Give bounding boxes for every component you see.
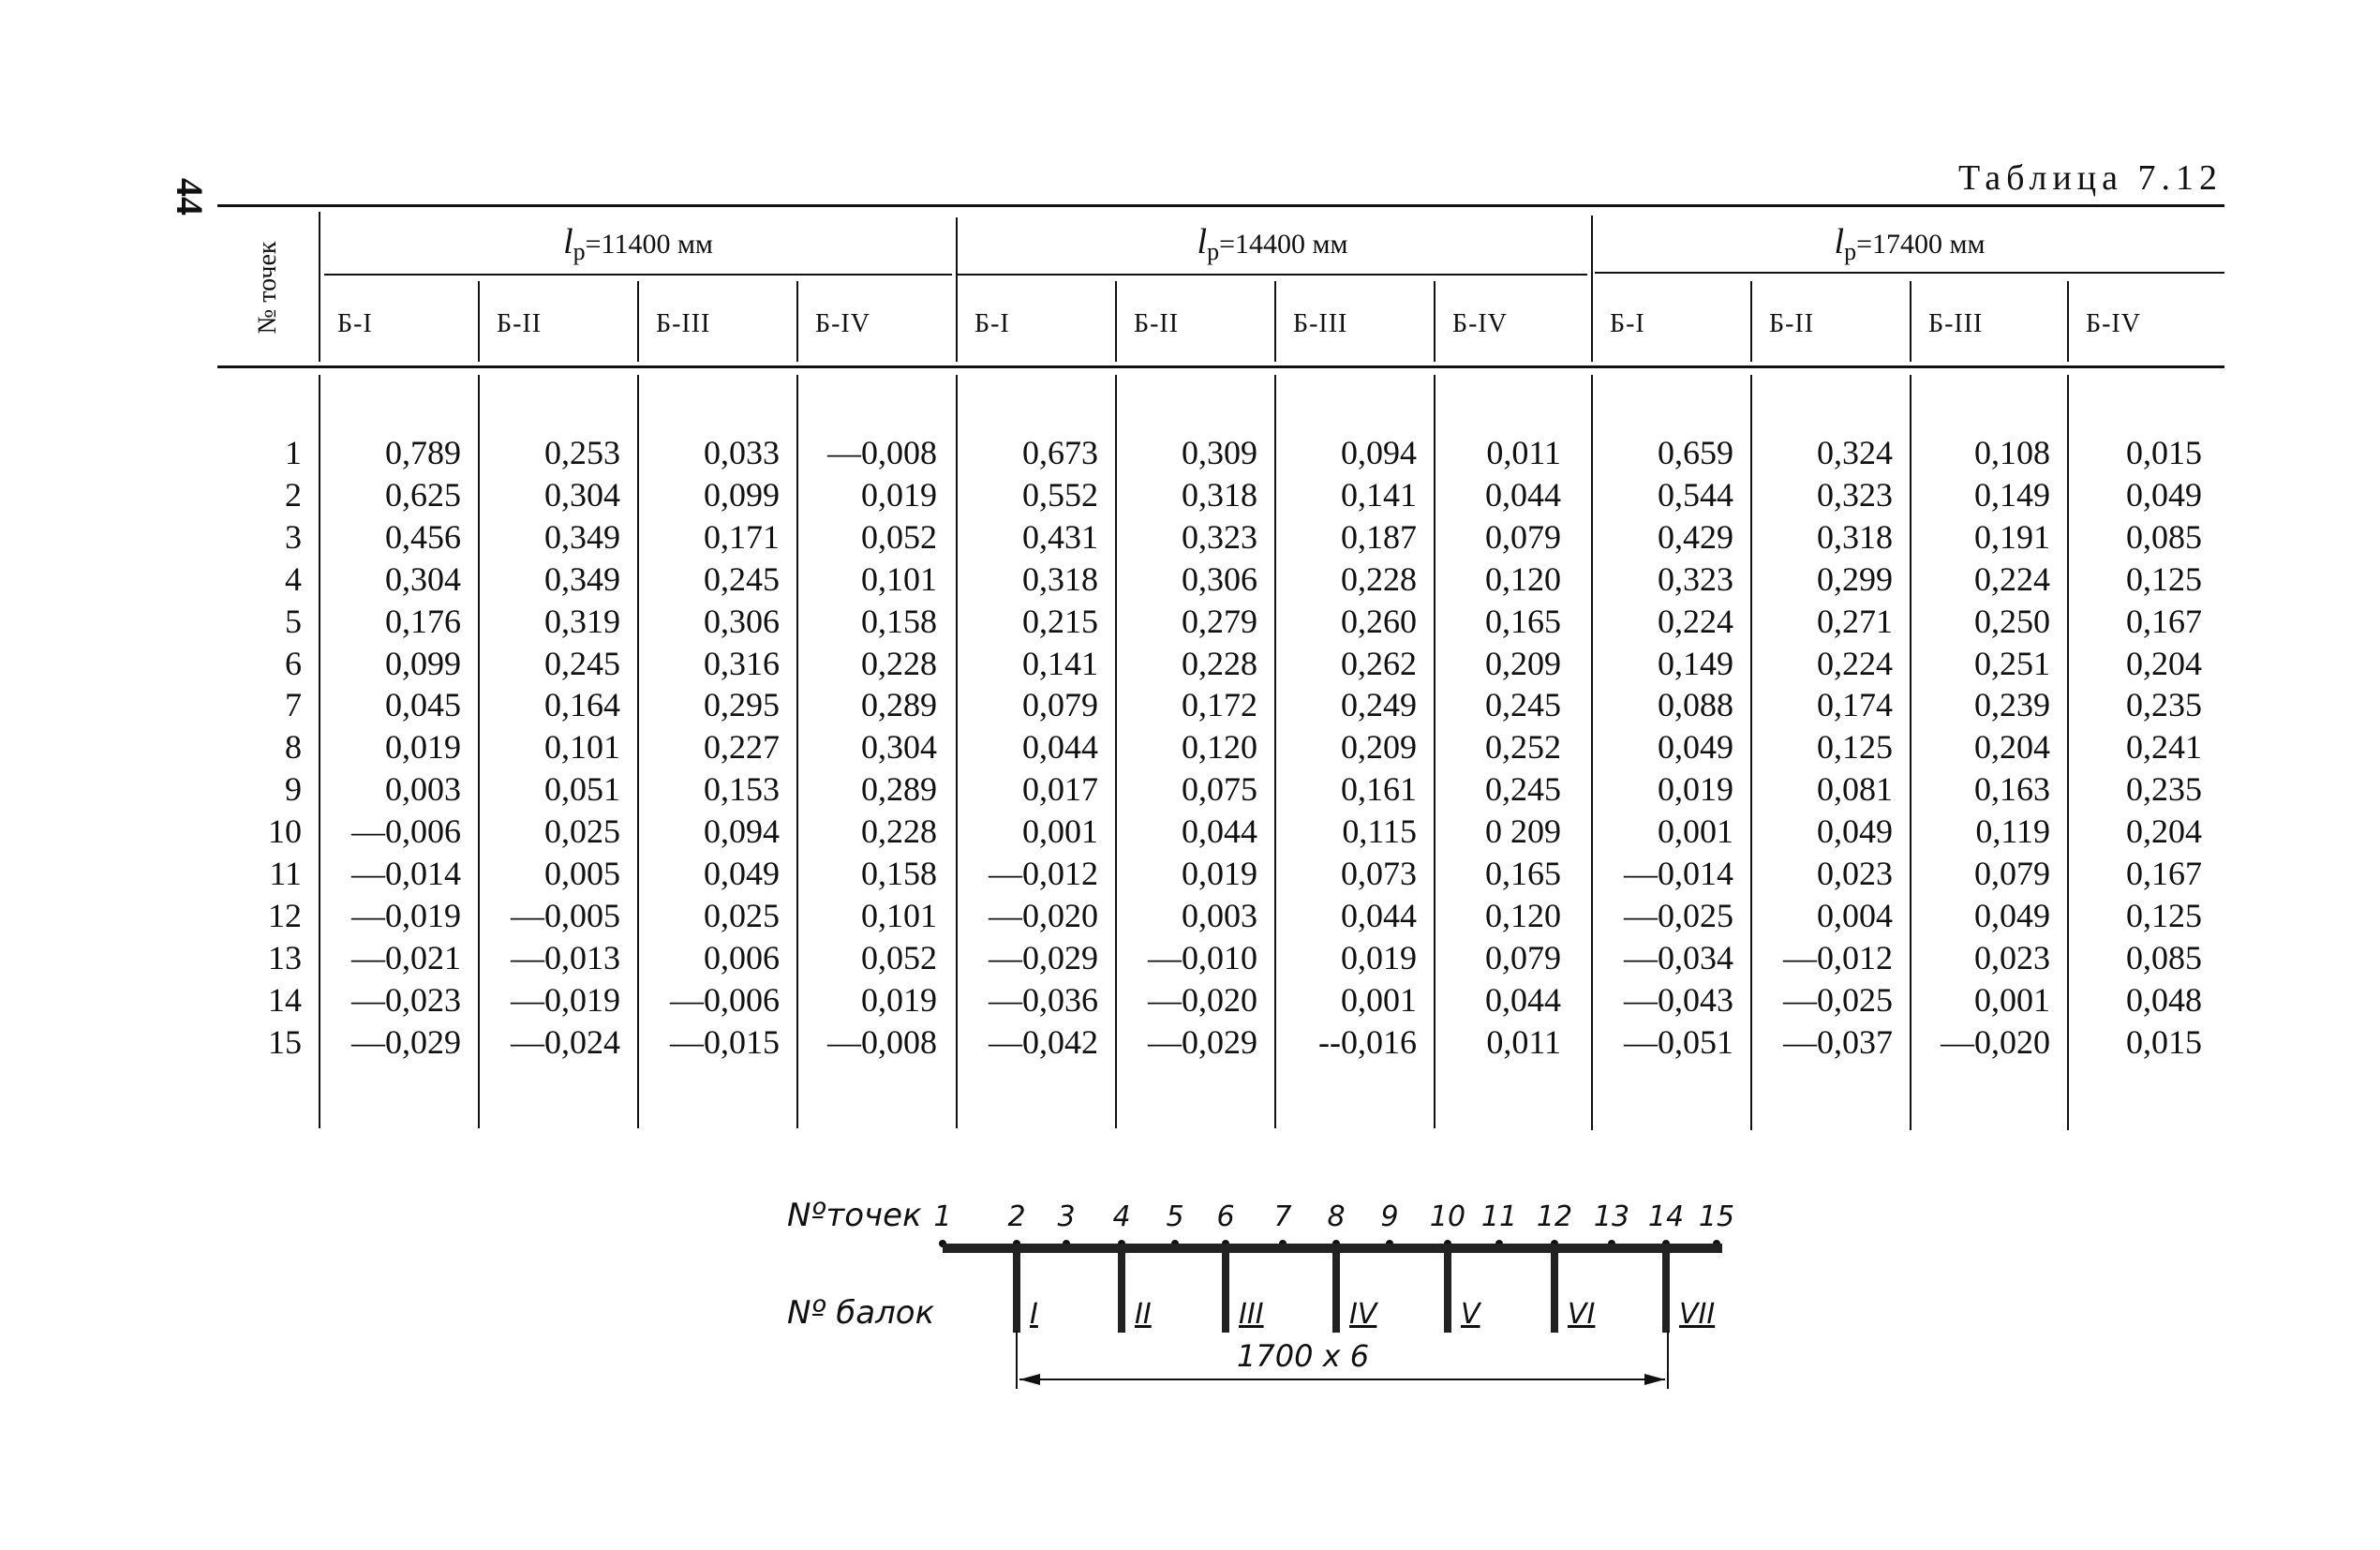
table-cell: 0,019: [861, 981, 937, 1019]
group-underline-3: [1595, 272, 2224, 274]
row-number: 12: [268, 897, 302, 934]
column-header: Б-III: [656, 309, 711, 338]
table-cell: —0,013: [511, 939, 620, 976]
table-cell: —0,034: [1624, 939, 1733, 976]
table-cell: 0,228: [1341, 560, 1417, 598]
table-cell: 0,295: [704, 686, 780, 723]
table-cell: 0,323: [1817, 476, 1893, 514]
table-cell: 0,304: [385, 560, 461, 598]
table-cell: 0,245: [1485, 686, 1561, 723]
table-cell: 0,789: [385, 434, 461, 471]
point-number: 13: [1593, 1200, 1630, 1233]
table-cell: 0,251: [1974, 645, 2050, 682]
table-cell: 0,005: [544, 855, 620, 892]
table-cell: —0,008: [827, 434, 937, 471]
table-cell: 0,625: [385, 476, 461, 514]
lp-symbol: l: [1197, 222, 1208, 261]
group-heading-1: [324, 221, 952, 268]
column-header: Б-II: [1134, 309, 1180, 338]
point-number: 12: [1536, 1200, 1573, 1233]
table-cell: —0,015: [670, 1023, 780, 1061]
table-cell: 0,228: [1182, 645, 1257, 682]
table-cell: 0,228: [861, 645, 937, 682]
table-cell: 0,120: [1485, 560, 1561, 598]
lp-subscript: р: [1207, 238, 1220, 265]
point-number: 2: [1007, 1200, 1026, 1233]
table-cell: 0,429: [1658, 518, 1733, 556]
beam-label: IV: [1349, 1298, 1377, 1331]
dimension-label: 1700 x 6: [1237, 1338, 1370, 1374]
row-number: 4: [285, 560, 302, 598]
point-number: 7: [1273, 1200, 1292, 1233]
table-cell: 0,085: [2126, 939, 2202, 976]
lp-value: =11400 мм: [585, 229, 713, 260]
row-number: 7: [285, 686, 302, 723]
table-cell: 0,094: [1341, 434, 1417, 471]
table-cell: 0,001: [1341, 981, 1417, 1019]
table-cell: 0,289: [861, 686, 937, 723]
table-cell: 0,174: [1817, 686, 1893, 723]
beam-label: I: [1030, 1298, 1038, 1331]
table-cell: 0,245: [1485, 770, 1561, 808]
table-cell: 0,323: [1658, 560, 1733, 598]
table-cell: —0,029: [989, 939, 1098, 976]
header-divider: [1750, 281, 1752, 362]
table-cell: 0,049: [704, 855, 780, 892]
table-cell: 0,125: [1817, 728, 1893, 766]
table-cell: —0,021: [351, 939, 461, 976]
table-cell: —0,019: [511, 981, 620, 1019]
header-divider: [1591, 216, 1593, 362]
point-number: 14: [1647, 1200, 1685, 1233]
table-cell: 0,165: [1485, 855, 1561, 892]
table-cell: 0,224: [1817, 645, 1893, 682]
beam-web: [1118, 1248, 1125, 1333]
beam-label: II: [1135, 1298, 1152, 1331]
point-number: 10: [1429, 1200, 1466, 1233]
table-cell: 0,079: [1485, 518, 1561, 556]
column-header: Б-IV: [2086, 309, 2141, 338]
table-cell: —0,008: [827, 1023, 937, 1061]
table-cell: 0,125: [2126, 897, 2202, 934]
table-cell: —0,014: [351, 855, 461, 892]
lp-value: =14400 мм: [1219, 229, 1348, 260]
row-number: 14: [268, 981, 302, 1019]
table-cell: 0,004: [1817, 897, 1893, 934]
row-number: 15: [268, 1023, 302, 1061]
table-cell: 0,544: [1658, 476, 1733, 514]
table-cell: 0,659: [1658, 434, 1733, 471]
table-cell: 0,115: [1342, 812, 1417, 850]
table-cell: 0,048: [2126, 981, 2202, 1019]
table-cell: 0,245: [544, 645, 620, 682]
header-divider: [796, 281, 798, 362]
table-cell: —0,019: [351, 897, 461, 934]
table-cell: 0,167: [2126, 855, 2202, 892]
table-cell: 0,323: [1182, 518, 1257, 556]
table-cell: 0,049: [2126, 476, 2202, 514]
table-cell: 0,191: [1974, 518, 2050, 556]
table-cell: 0,349: [544, 518, 620, 556]
table-cell: 0,316: [704, 645, 780, 682]
table-cell: 0,025: [544, 812, 620, 850]
header-divider: [1910, 281, 1911, 362]
lp-symbol: l: [563, 222, 573, 261]
table-cell: —0,051: [1624, 1023, 1733, 1061]
table-cell: —0,020: [1941, 1023, 2050, 1061]
table-cell: 0,073: [1341, 855, 1417, 892]
table-cell: 0,019: [1182, 855, 1257, 892]
dimension-arrow-left: [1019, 1374, 1040, 1385]
table-cell: 0,019: [1658, 770, 1733, 808]
table-cell: —0,020: [1148, 981, 1257, 1019]
table-cell: —0,005: [511, 897, 620, 934]
table-cell: —0,043: [1624, 981, 1733, 1019]
group-underline-1: [324, 274, 952, 276]
table-cell: 0,079: [1974, 855, 2050, 892]
beam-scheme-diagram: [768, 1190, 1799, 1415]
point-number: 15: [1698, 1200, 1735, 1233]
column-header: Б-I: [974, 309, 1010, 338]
table-cell: 0,349: [544, 560, 620, 598]
table-cell: —0,025: [1783, 981, 1893, 1019]
lp-subscript: р: [1844, 238, 1857, 265]
table-cell: 0,045: [385, 686, 461, 723]
table-cell: 0,101: [861, 560, 937, 598]
table-cell: 0,088: [1658, 686, 1733, 723]
table-cell: 0,163: [1974, 770, 2050, 808]
table-cell: 0,158: [861, 603, 937, 640]
table-cell: 0,099: [704, 476, 780, 514]
table-cell: —0,029: [351, 1023, 461, 1061]
table-cell: 0,164: [544, 686, 620, 723]
table-cell: 0,081: [1817, 770, 1893, 808]
table-cell: 0,324: [1817, 434, 1893, 471]
table-cell: —0,020: [989, 897, 1098, 934]
table-cell: 0,209: [1341, 728, 1417, 766]
table-cell: 0,239: [1974, 686, 2050, 723]
table-cell: 0,003: [385, 770, 461, 808]
table-cell: --0,016: [1318, 1023, 1417, 1061]
table-cell: —0,042: [989, 1023, 1098, 1061]
table-cell: 0,176: [385, 603, 461, 640]
table-cell: 0,158: [861, 855, 937, 892]
table-cell: —0,006: [351, 812, 461, 850]
row-number: 5: [285, 603, 302, 640]
table-cell: 0,304: [861, 728, 937, 766]
beam-label: VI: [1568, 1298, 1596, 1331]
table-cell: 0,299: [1817, 560, 1893, 598]
table-cell: 0,044: [1485, 981, 1561, 1019]
row-number: 3: [285, 518, 302, 556]
table-cell: 0,552: [1022, 476, 1098, 514]
table-cell: 0,003: [1182, 897, 1257, 934]
row-header-label: № точек: [253, 241, 282, 335]
row-header-cell: [217, 220, 322, 370]
column-header: Б-I: [1610, 309, 1645, 338]
table-cell: 0,161: [1341, 770, 1417, 808]
table-cell: 0 209: [1485, 812, 1561, 850]
table-cell: 0,015: [2126, 1023, 2202, 1061]
table-cell: —0,010: [1148, 939, 1257, 976]
table-cell: 0,228: [861, 812, 937, 850]
table-cell: 0,011: [1486, 1023, 1561, 1061]
table-cell: 0,235: [2126, 770, 2202, 808]
table-cell: 0,049: [1817, 812, 1893, 850]
table-cell: 0,023: [1817, 855, 1893, 892]
table-cell: 0,044: [1485, 476, 1561, 514]
table-cell: 0,306: [1182, 560, 1257, 598]
table-cell: 0,224: [1658, 603, 1733, 640]
table-cell: 0,119: [1975, 812, 2050, 850]
table-cell: 0,153: [704, 770, 780, 808]
table-cell: 0,167: [2126, 603, 2202, 640]
table-cell: 0,075: [1182, 770, 1257, 808]
table-cell: 0,079: [1022, 686, 1098, 723]
table-cell: 0,260: [1341, 603, 1417, 640]
beams-label: Nº балок: [787, 1294, 935, 1332]
row-number: 11: [269, 855, 302, 892]
beam-web: [1444, 1248, 1451, 1333]
table-cell: 0,318: [1022, 560, 1098, 598]
column-header: Б-III: [1928, 309, 1984, 338]
table-cell: 0,318: [1182, 476, 1257, 514]
group-heading-3: [1595, 221, 2224, 268]
table-cell: 0,262: [1341, 645, 1417, 682]
row-number: 10: [268, 812, 302, 850]
table-cell: 0,141: [1341, 476, 1417, 514]
table-cell: 0,033: [704, 434, 780, 471]
table-header-rule: [217, 365, 2224, 368]
table-cell: 0,141: [1022, 645, 1098, 682]
table-cell: —0,006: [670, 981, 780, 1019]
group-heading-2: [958, 221, 1587, 268]
table-cell: 0,171: [704, 518, 780, 556]
header-divider: [478, 281, 480, 362]
table-cell: 0,001: [1658, 812, 1733, 850]
table-cell: 0,051: [544, 770, 620, 808]
table-cell: 0,456: [385, 518, 461, 556]
table-cell: 0,224: [1974, 560, 2050, 598]
table-cell: 0,235: [2126, 686, 2202, 723]
table-cell: 0,085: [2126, 518, 2202, 556]
table-cell: —0,023: [351, 981, 461, 1019]
table-cell: 0,215: [1022, 603, 1098, 640]
table-top-rule: [217, 204, 2224, 207]
point-number: 6: [1216, 1200, 1235, 1233]
table-cell: 0,025: [704, 897, 780, 934]
table-cell: 0,019: [385, 728, 461, 766]
point-number: 5: [1166, 1200, 1184, 1233]
table-cell: 0,250: [1974, 603, 2050, 640]
point-number: 9: [1380, 1200, 1399, 1233]
table-cell: —0,029: [1148, 1023, 1257, 1061]
table-cell: 0,227: [704, 728, 780, 766]
table-cell: 0,001: [1974, 981, 2050, 1019]
header-divider: [2067, 281, 2069, 362]
column-header: Б-III: [1293, 309, 1348, 338]
point-number: 1: [933, 1200, 952, 1233]
table-cell: 0,289: [861, 770, 937, 808]
table-cell: 0,052: [861, 939, 937, 976]
table-cell: —0,036: [989, 981, 1098, 1019]
table-cell: 0,249: [1341, 686, 1417, 723]
table-cell: 0,017: [1022, 770, 1098, 808]
point-number: 8: [1327, 1200, 1346, 1233]
table-cell: 0,049: [1974, 897, 2050, 934]
table-cell: 0,149: [1974, 476, 2050, 514]
table-cell: 0,125: [2126, 560, 2202, 598]
table-cell: 0,253: [544, 434, 620, 471]
table-cell: 0,044: [1022, 728, 1098, 766]
table-cell: 0,120: [1182, 728, 1257, 766]
table-cell: 0,304: [544, 476, 620, 514]
table-cell: 0,120: [1485, 897, 1561, 934]
table-cell: 0,318: [1817, 518, 1893, 556]
row-number: 6: [285, 645, 302, 682]
table-cell: 0,673: [1022, 434, 1098, 471]
header-divider: [1115, 281, 1117, 362]
row-number: 1: [285, 434, 302, 471]
group-underline-2: [958, 274, 1587, 276]
table-cell: 0,079: [1485, 939, 1561, 976]
page-number: 44: [169, 178, 211, 216]
beam-web: [1662, 1248, 1670, 1333]
table-cell: 0,204: [2126, 645, 2202, 682]
column-header: Б-IV: [815, 309, 870, 338]
table-cell: 0,319: [544, 603, 620, 640]
table-cell: 0,204: [2126, 812, 2202, 850]
table-cell: 0,279: [1182, 603, 1257, 640]
table-cell: 0,271: [1817, 603, 1893, 640]
header-divider: [637, 281, 639, 362]
table-cell: 0,204: [1974, 728, 2050, 766]
table-cell: 0,101: [861, 897, 937, 934]
table-cell: 0,023: [1974, 939, 2050, 976]
row-number: 2: [285, 476, 302, 514]
lp-value: =17400 мм: [1856, 229, 1986, 260]
point-number: 4: [1112, 1200, 1131, 1233]
beam-label: VII: [1679, 1298, 1716, 1331]
beam-web: [1222, 1248, 1229, 1333]
row-number: 9: [285, 770, 302, 808]
beam-label: III: [1239, 1298, 1264, 1331]
lp-subscript: р: [573, 238, 586, 265]
table-cell: 0,001: [1022, 812, 1098, 850]
table-cell: 0,049: [1658, 728, 1733, 766]
table-cell: 0,252: [1485, 728, 1561, 766]
table-cell: 0,015: [2126, 434, 2202, 471]
table-cell: —0,024: [511, 1023, 620, 1061]
table-cell: 0,094: [704, 812, 780, 850]
header-divider: [1274, 281, 1276, 362]
column-header: Б-II: [1769, 309, 1815, 338]
column-header: Б-II: [497, 309, 543, 338]
table-cell: 0,241: [2126, 728, 2202, 766]
table-cell: 0,245: [704, 560, 780, 598]
points-label: Nºточек: [787, 1197, 922, 1234]
column-header: Б-IV: [1452, 309, 1508, 338]
beam-web: [1013, 1248, 1020, 1333]
table-cell: 0,101: [544, 728, 620, 766]
table-cell: 0,044: [1182, 812, 1257, 850]
table-cell: 0,052: [861, 518, 937, 556]
column-header: Б-I: [337, 309, 373, 338]
table-cell: 0,099: [385, 645, 461, 682]
beam-web: [1551, 1248, 1558, 1333]
table-cell: —0,037: [1783, 1023, 1893, 1061]
table-cell: 0,019: [861, 476, 937, 514]
table-cell: 0,165: [1485, 603, 1561, 640]
point-number: 11: [1480, 1200, 1518, 1233]
table-cell: —0,014: [1624, 855, 1733, 892]
table-cell: 0,019: [1341, 939, 1417, 976]
table-cell: 0,108: [1974, 434, 2050, 471]
row-number: 8: [285, 728, 302, 766]
table-cell: 0,309: [1182, 434, 1257, 471]
table-cell: 0,306: [704, 603, 780, 640]
header-divider: [1434, 281, 1435, 362]
table-cell: 0,011: [1486, 434, 1561, 471]
table-cell: 0,187: [1341, 518, 1417, 556]
row-number: 13: [268, 939, 302, 976]
beam-web: [1332, 1248, 1340, 1333]
table-cell: 0,149: [1658, 645, 1733, 682]
table-cell: 0,172: [1182, 686, 1257, 723]
table-cell: —0,012: [1783, 939, 1893, 976]
table-cell: 0,431: [1022, 518, 1098, 556]
table-cell: 0,044: [1341, 897, 1417, 934]
point-number: 3: [1057, 1200, 1076, 1233]
dimension-arrow-right: [1644, 1374, 1665, 1385]
beam-label: V: [1461, 1298, 1480, 1331]
table-title: Таблица 7.12: [1957, 158, 2223, 198]
table-cell: 0,209: [1485, 645, 1561, 682]
table-cell: —0,025: [1624, 897, 1733, 934]
table-cell: —0,012: [989, 855, 1098, 892]
lp-symbol: l: [1834, 222, 1845, 261]
table-cell: 0,006: [704, 939, 780, 976]
